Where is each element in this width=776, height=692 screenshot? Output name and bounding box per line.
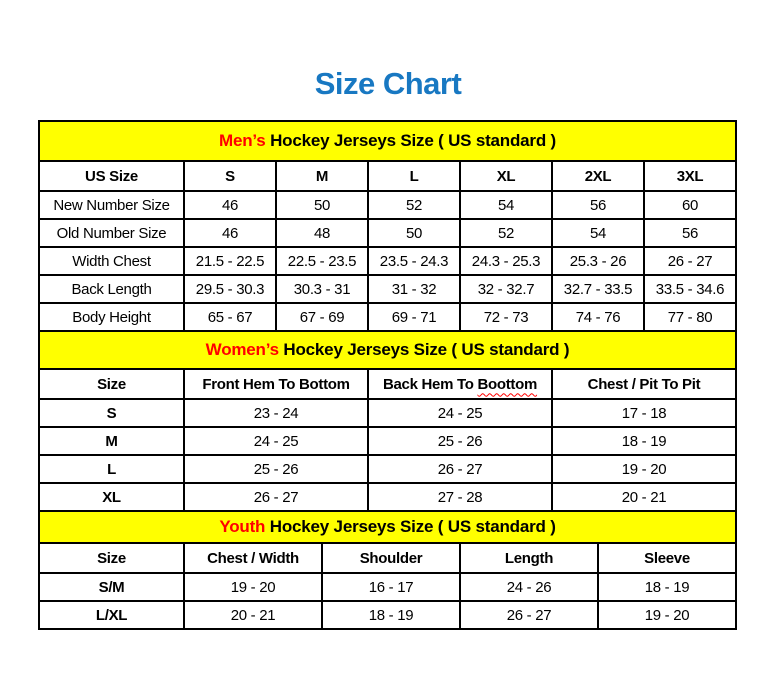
size-value-cell: 27 - 28: [368, 483, 552, 511]
column-header: L: [368, 161, 460, 191]
size-value-cell: 33.5 - 34.6: [644, 275, 736, 303]
column-header: 2XL: [552, 161, 644, 191]
column-header: US Size: [39, 161, 184, 191]
size-value-cell: 24 - 26: [460, 573, 598, 601]
youth-banner-text: Hockey Jerseys Size ( US standard ): [265, 517, 556, 536]
size-value-cell: 26 - 27: [368, 455, 552, 483]
size-value-cell: 20 - 21: [184, 601, 322, 629]
size-value-cell: 18 - 19: [552, 427, 736, 455]
size-value-cell: 21.5 - 22.5: [184, 247, 276, 275]
size-value-cell: 69 - 71: [368, 303, 460, 331]
table-row: [39, 247, 736, 275]
size-value-cell: 19 - 20: [552, 455, 736, 483]
size-value-cell: 25 - 26: [184, 455, 368, 483]
row-label: Width Chest: [39, 247, 184, 275]
size-value-cell: 32 - 32.7: [460, 275, 552, 303]
size-value-cell: 46: [184, 219, 276, 247]
row-label: S/M: [39, 573, 184, 601]
column-header: [368, 369, 552, 399]
column-header: Length: [460, 543, 598, 573]
size-value-cell: 72 - 73: [460, 303, 552, 331]
size-value-cell: 29.5 - 30.3: [184, 275, 276, 303]
size-value-cell: 17 - 18: [552, 399, 736, 427]
size-value-cell: 67 - 69: [276, 303, 368, 331]
column-header: Size: [39, 543, 184, 573]
row-label: Body Height: [39, 303, 184, 331]
table-row: [39, 455, 736, 483]
size-value-cell: 23.5 - 24.3: [368, 247, 460, 275]
size-value-cell: 18 - 19: [322, 601, 460, 629]
size-value-cell: 50: [276, 191, 368, 219]
size-value-cell: 24.3 - 25.3: [460, 247, 552, 275]
mens-banner-highlight: Men’s: [219, 131, 266, 150]
size-value-cell: 31 - 32: [368, 275, 460, 303]
table-row: [39, 399, 736, 427]
size-value-cell: 60: [644, 191, 736, 219]
table-row: [39, 483, 736, 511]
column-header: M: [276, 161, 368, 191]
size-value-cell: 25.3 - 26: [552, 247, 644, 275]
womens-size-table: [38, 330, 737, 512]
row-label: New Number Size: [39, 191, 184, 219]
row-label: M: [39, 427, 184, 455]
size-value-cell: 24 - 25: [368, 399, 552, 427]
youth-section-banner: [39, 511, 736, 543]
mens-banner-text: Hockey Jerseys Size ( US standard ): [265, 131, 556, 150]
page-title: Size Chart: [314, 66, 462, 101]
womens-banner-highlight: Women’s: [205, 340, 279, 359]
size-value-cell: 30.3 - 31: [276, 275, 368, 303]
youth-banner-cell: [39, 511, 736, 543]
header-row: [39, 369, 736, 399]
row-label: XL: [39, 483, 184, 511]
womens-section-banner: [39, 331, 736, 369]
size-value-cell: 77 - 80: [644, 303, 736, 331]
womens-banner-cell: [39, 331, 736, 369]
size-value-cell: 52: [460, 219, 552, 247]
mens-size-table: [38, 120, 737, 332]
size-value-cell: 50: [368, 219, 460, 247]
size-chart-tables: [38, 120, 737, 630]
size-value-cell: 18 - 19: [598, 573, 736, 601]
column-header: Front Hem To Bottom: [184, 369, 368, 399]
size-value-cell: 23 - 24: [184, 399, 368, 427]
size-value-cell: 54: [552, 219, 644, 247]
table-row: [39, 427, 736, 455]
size-value-cell: 24 - 25: [184, 427, 368, 455]
table-row: [39, 275, 736, 303]
size-value-cell: 52: [368, 191, 460, 219]
size-value-cell: 74 - 76: [552, 303, 644, 331]
table-row: [39, 303, 736, 331]
row-label: L: [39, 455, 184, 483]
row-label: Back Length: [39, 275, 184, 303]
row-label: Old Number Size: [39, 219, 184, 247]
size-value-cell: 32.7 - 33.5: [552, 275, 644, 303]
youth-size-table: [38, 510, 737, 630]
column-header: Size: [39, 369, 184, 399]
youth-banner-highlight: Youth: [219, 517, 266, 536]
column-header: S: [184, 161, 276, 191]
mens-banner-cell: [39, 121, 736, 161]
size-value-cell: 26 - 27: [460, 601, 598, 629]
table-row: [39, 191, 736, 219]
size-value-cell: 56: [552, 191, 644, 219]
column-header: XL: [460, 161, 552, 191]
size-value-cell: 20 - 21: [552, 483, 736, 511]
row-label: S: [39, 399, 184, 427]
size-value-cell: 56: [644, 219, 736, 247]
column-header: Chest / Width: [184, 543, 322, 573]
size-value-cell: 19 - 20: [598, 601, 736, 629]
womens-banner-text: Hockey Jerseys Size ( US standard ): [278, 340, 570, 359]
table-row: [39, 573, 736, 601]
column-header: 3XL: [644, 161, 736, 191]
header-row: [39, 161, 736, 191]
size-value-cell: 26 - 27: [644, 247, 736, 275]
header-row: [39, 543, 736, 573]
size-value-cell: 48: [276, 219, 368, 247]
column-header: Sleeve: [598, 543, 736, 573]
size-value-cell: 65 - 67: [184, 303, 276, 331]
table-row: [39, 601, 736, 629]
row-label: L/XL: [39, 601, 184, 629]
column-header: Shoulder: [322, 543, 460, 573]
mens-section-banner: [39, 121, 736, 161]
size-value-cell: 22.5 - 23.5: [276, 247, 368, 275]
size-value-cell: 25 - 26: [368, 427, 552, 455]
size-value-cell: 16 - 17: [322, 573, 460, 601]
column-header: Chest / Pit To Pit: [552, 369, 736, 399]
size-value-cell: 46: [184, 191, 276, 219]
column-header-text: Back Hem To: [382, 375, 478, 393]
size-value-cell: 54: [460, 191, 552, 219]
size-value-cell: 26 - 27: [184, 483, 368, 511]
table-row: [39, 219, 736, 247]
misspelled-word: Boottom: [477, 375, 538, 393]
size-value-cell: 19 - 20: [184, 573, 322, 601]
